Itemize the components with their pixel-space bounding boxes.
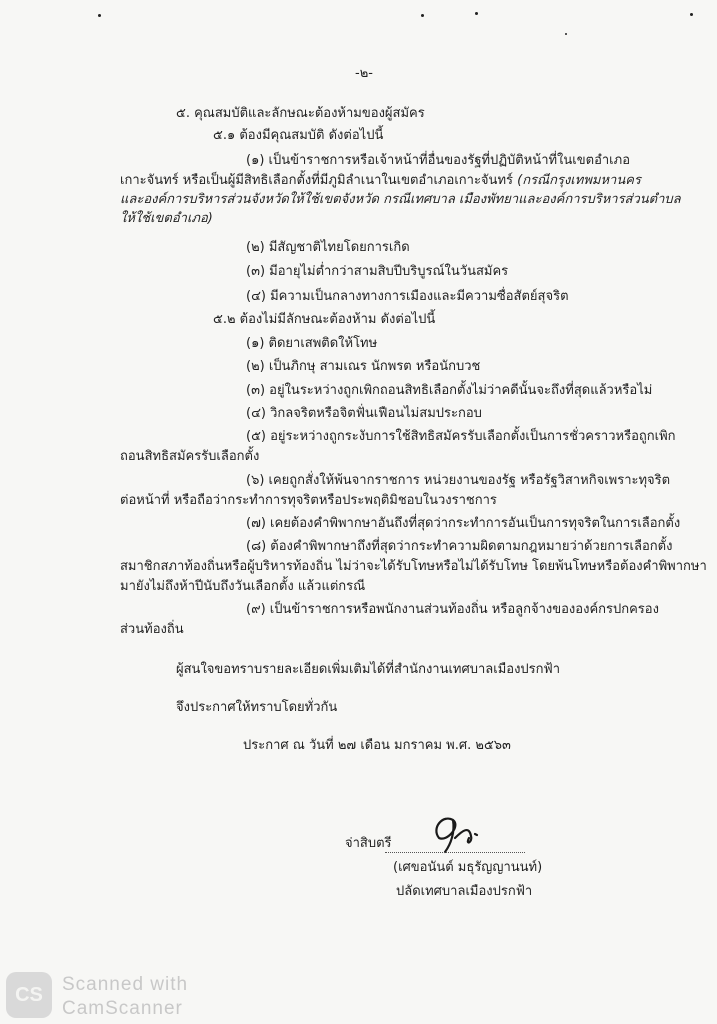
section-5-2-heading: ๕.๒ ต้องไม่มีลักษณะต้องห้าม ดังต่อไปนี้ [213, 312, 436, 327]
qualification-1-line1: (๑) เป็นข้าราชการหรือเจ้าหน้าที่อื่นของรัฐที่ปฏิบัติหน้าที่ในเขตอำเภอ [246, 153, 630, 168]
prohibition-5-line2: ถอนสิทธิสมัครรับเลือกตั้ง [120, 449, 260, 464]
section-5-1-heading: ๕.๑ ต้องมีคุณสมบัติ ดังต่อไปนี้ [213, 128, 384, 143]
section-5-heading: ๕. คุณสมบัติและลักษณะต้องห้ามของผู้สมัคร [176, 106, 425, 121]
prohibition-3: (๓) อยู่ในระหว่างถูกเพิกถอนสิทธิเลือกตั้งไม่ว่าคดีนั้นจะถึงที่สุดแล้วหรือไม่ [246, 383, 653, 398]
watermark-line-2: CamScanner [62, 998, 183, 1019]
prohibition-9-line2: ส่วนท้องถิ่น [120, 622, 184, 637]
prohibition-9-line1: (๙) เป็นข้าราชการหรือพนักงานส่วนท้องถิ่น หรือลูกจ้างขององค์กรปกครอง [246, 602, 659, 617]
signer-name: (เศขอนันต์ มธุรัญญานนท์) [393, 860, 543, 875]
handwritten-signature [425, 808, 495, 862]
scan-speck [475, 12, 478, 15]
prohibition-1: (๑) ติดยาเสพติดให้โทษ [246, 336, 378, 351]
qualification-1-note: และองค์การบริหารส่วนจังหวัดให้ใช้เขตจังหวัด กรณีเทศบาล เมืองพัทยาและองค์การบริหารส่วนตำบล [120, 192, 681, 207]
prohibition-6-line1: (๖) เคยถูกสั่งให้พ้นจากราชการ หน่วยงานของรัฐ หรือรัฐวิสาหกิจเพราะทุจริต [246, 473, 671, 488]
camscanner-logo-text: CS [15, 983, 43, 1006]
prohibition-7: (๗) เคยต้องคำพิพากษาอันถึงที่สุดว่ากระทำการอันเป็นการทุจริตในการเลือกตั้ง [246, 516, 681, 531]
prohibition-6-line2: ต่อหน้าที่ หรือถือว่ากระทำการทุจริตหรือประพฤติมิชอบในวงราชการ [120, 493, 497, 508]
watermark-line-1: Scanned with [62, 974, 189, 995]
qualification-1-line2 [120, 171, 641, 191]
camscanner-logo-icon [6, 972, 52, 1018]
qualification-1-note-start: (กรณีกรุงเทพมหานคร [517, 173, 641, 188]
scan-speck [421, 14, 424, 17]
qualification-2: (๒) มีสัญชาติไทยโดยการเกิด [246, 240, 410, 255]
signature-rank: จ่าสิบตรี [345, 836, 392, 851]
scan-speck [98, 14, 101, 17]
signer-title: ปลัดเทศบาลเมืองปรกฟ้า [396, 884, 533, 899]
prohibition-5-line1: (๕) อยู่ระหว่างถูกระงับการใช้สิทธิสมัครรับเลือกตั้งเป็นการชั่วคราวหรือถูกเพิก [246, 429, 676, 444]
page-number: -๒- [355, 66, 373, 81]
scan-speck [690, 13, 693, 16]
announcement-line: จึงประกาศให้ทราบโดยทั่วกัน [176, 700, 338, 715]
prohibition-8-line1: (๘) ต้องคำพิพากษาถึงที่สุดว่ากระทำความผิดตามกฎหมายว่าด้วยการเลือกตั้ง [246, 539, 673, 554]
qualification-3: (๓) มีอายุไม่ต่ำกว่าสามสิบปีบริบูรณ์ในวันสมัคร [246, 264, 509, 279]
contact-info: ผู้สนใจขอทราบรายละเอียดเพิ่มเติมได้ที่สำนักงานเทศบาลเมืองปรกฟ้า [176, 662, 561, 677]
prohibition-8-line3: มายังไม่ถึงห้าปีนับถึงวันเลือกตั้ง แล้วแต่กรณี [120, 579, 366, 594]
qualification-1-note-end: ให้ใช้เขตอำเภอ) [120, 211, 213, 226]
announcement-date: ประกาศ ณ วันที่ ๒๗ เดือน มกราคม พ.ศ. ๒๕๖๓ [243, 738, 511, 753]
prohibition-8-line2: สมาชิกสภาท้องถิ่นหรือผู้บริหารท้องถิ่น ไม่ว่าจะได้รับโทษหรือไม่ได้รับโทษ โดยพ้นโทษหรือต้องคำพิพากษา [120, 559, 707, 574]
qualification-4: (๔) มีความเป็นกลางทางการเมืองและมีความซื่อสัตย์สุจริต [246, 289, 569, 304]
prohibition-4: (๔) วิกลจริตหรือจิตฟั่นเฟือนไม่สมประกอบ [246, 406, 482, 421]
scan-speck [565, 33, 567, 35]
prohibition-2: (๒) เป็นภิกษุ สามเณร นักพรต หรือนักบวช [246, 359, 481, 374]
signature-line [385, 838, 525, 853]
qualification-1-line2-text: เกาะจันทร์ หรือเป็นผู้มีสิทธิเลือกตั้งที่มีภูมิลำเนาในเขตอำเภอเกาะจันทร์ [120, 173, 518, 188]
